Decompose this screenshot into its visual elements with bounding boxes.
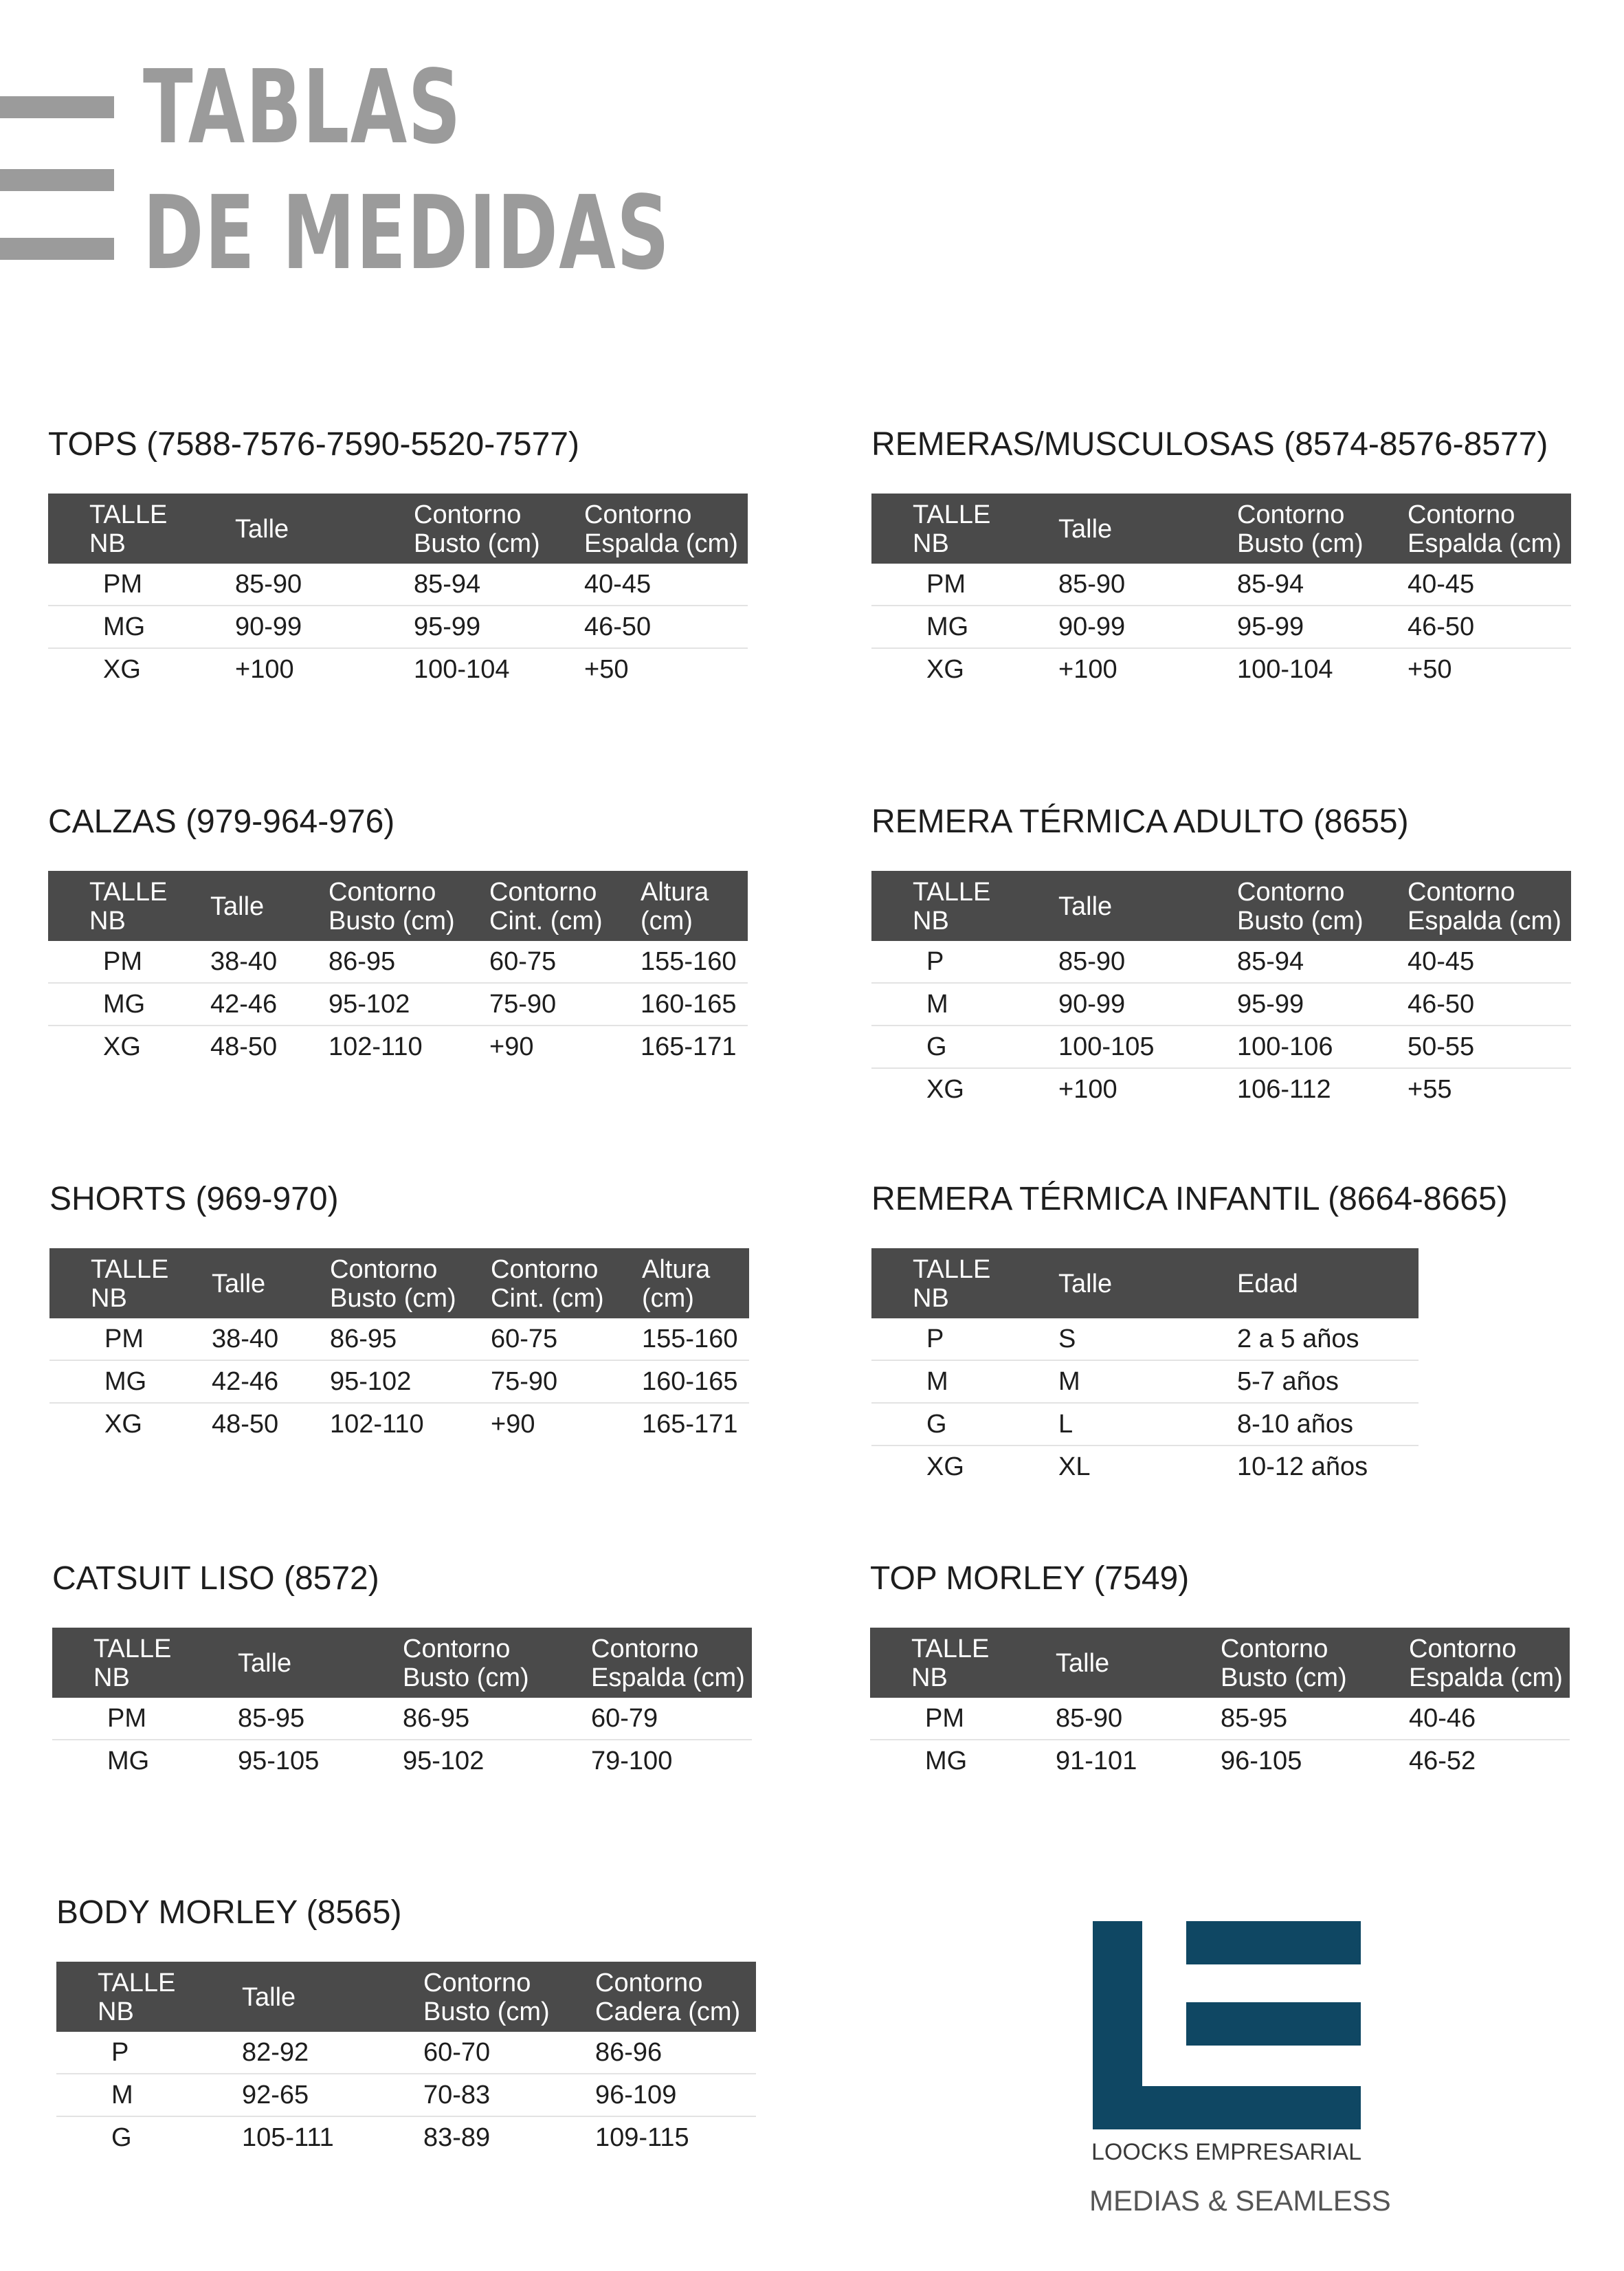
column-header: Talle (235, 515, 289, 544)
section-title: TOPS (7588-7576-7590-5520-7577) (48, 426, 579, 463)
table-cell: 50-55 (1408, 1026, 1571, 1068)
table-cell: 100-105 (1058, 1026, 1237, 1068)
table-cell: 70-83 (423, 2074, 595, 2116)
table-cell: 82-92 (242, 2032, 423, 2074)
table-cell: 86-95 (403, 1698, 591, 1740)
size-table (48, 494, 748, 690)
table-row (871, 983, 1571, 1026)
table-header-row (871, 1248, 1419, 1318)
size-table (870, 1628, 1570, 1782)
table-header-row (56, 1962, 756, 2032)
table-cell: M (1058, 1360, 1237, 1403)
table-header-row (48, 871, 748, 941)
section-title: REMERA TÉRMICA INFANTIL (8664-8665) (871, 1181, 1508, 1217)
table-cell: 90-99 (1058, 983, 1237, 1026)
table-row (871, 1403, 1419, 1445)
table-row (48, 1026, 748, 1067)
column-header: Talle (1058, 892, 1113, 921)
table-section-catsuit (52, 1556, 752, 1782)
table-cell: 75-90 (489, 983, 641, 1026)
column-header: Talle (210, 892, 265, 921)
table-cell: 95-102 (403, 1747, 485, 1775)
table-cell: L (1058, 1403, 1237, 1445)
table-cell: 86-95 (329, 941, 489, 983)
table-cell: G (871, 1026, 1058, 1068)
table-header-row (52, 1628, 752, 1698)
table-cell: 38-40 (210, 941, 329, 983)
table-row (49, 1318, 749, 1360)
table-cell: 95-99 (1237, 983, 1408, 1026)
table-cell: 86-95 (330, 1318, 491, 1360)
column-header: Talle (212, 1270, 266, 1298)
table-row (48, 983, 748, 1026)
brand-logo-icon (1093, 1921, 1361, 2129)
table-cell: 83-89 (423, 2123, 491, 2152)
table-cell: PM (871, 564, 1058, 606)
column-header: TALLE NB (89, 878, 168, 935)
column-header: Contorno Cint. (cm) (489, 878, 603, 935)
table-row (52, 1698, 752, 1740)
table-cell: +50 (1408, 655, 1452, 684)
section-title: REMERA TÉRMICA ADULTO (8655) (871, 804, 1409, 840)
table-cell: +90 (491, 1410, 535, 1439)
size-table (52, 1628, 752, 1782)
table-row (870, 1740, 1570, 1782)
column-header: Contorno Cint. (cm) (491, 1255, 604, 1313)
table-cell: 46-50 (1408, 606, 1571, 648)
table-cell: 95-102 (330, 1360, 491, 1403)
table-cell: 92-65 (242, 2074, 423, 2116)
table-header-row (871, 494, 1571, 564)
table-row (870, 1698, 1570, 1740)
table-row (48, 941, 748, 983)
table-cell: 155-160 (642, 1318, 749, 1360)
table-row (871, 1318, 1419, 1360)
table-cell: XG (103, 655, 141, 684)
table-row (871, 1026, 1571, 1068)
table-cell: MG (48, 606, 235, 648)
table-cell: 85-95 (1221, 1698, 1409, 1740)
table-cell: 2 a 5 años (1237, 1318, 1419, 1360)
table-cell: P (56, 2032, 242, 2074)
table-cell: 40-45 (1408, 564, 1571, 606)
logo-bottom-bar (1093, 2086, 1361, 2129)
table-cell: 102-110 (330, 1410, 424, 1439)
table-cell: 85-94 (1237, 564, 1408, 606)
table-cell: 85-90 (235, 564, 414, 606)
table-row (56, 2032, 756, 2074)
table-section-top-morley (870, 1556, 1570, 1782)
table-cell: +100 (235, 655, 294, 684)
table-cell: 60-70 (423, 2032, 595, 2074)
table-cell: MG (48, 983, 210, 1026)
logo-middle-bar (1186, 2002, 1361, 2046)
table-cell: 48-50 (210, 1032, 278, 1061)
column-header: Talle (238, 1649, 292, 1678)
table-cell: 102-110 (329, 1032, 423, 1061)
table-header-row (870, 1628, 1570, 1698)
column-header: Contorno Espalda (cm) (1409, 1635, 1563, 1692)
table-cell: 90-99 (1058, 606, 1237, 648)
table-section-remeras (871, 422, 1571, 690)
section-title: BODY MORLEY (8565) (56, 1894, 402, 1931)
table-row (48, 564, 748, 606)
table-cell: +90 (489, 1032, 534, 1061)
table-cell: 100-104 (1237, 655, 1333, 684)
header-bar-1 (0, 96, 114, 118)
table-cell: 46-50 (1408, 983, 1571, 1026)
table-cell: G (111, 2123, 132, 2152)
column-header: Contorno Busto (cm) (330, 1255, 456, 1313)
table-cell: 60-79 (591, 1698, 752, 1740)
table-header-row (49, 1248, 749, 1318)
table-cell: 96-105 (1221, 1747, 1302, 1775)
table-row (56, 2074, 756, 2116)
table-cell: 85-90 (1058, 941, 1237, 983)
table-cell: 86-96 (595, 2032, 756, 2074)
table-cell: 79-100 (591, 1747, 673, 1775)
brand-tagline: MEDIAS & SEAMLESS (1089, 2184, 1391, 2217)
table-cell: 46-52 (1409, 1747, 1476, 1775)
table-cell: 106-112 (1237, 1075, 1331, 1104)
section-title: REMERAS/MUSCULOSAS (8574-8576-8577) (871, 426, 1548, 463)
table-cell: PM (49, 1318, 212, 1360)
table-row (871, 606, 1571, 648)
size-table (48, 871, 748, 1067)
column-header: TALLE NB (913, 1255, 991, 1313)
table-cell: +55 (1408, 1075, 1452, 1104)
table-cell: PM (48, 941, 210, 983)
table-cell: MG (49, 1360, 212, 1403)
table-cell: 160-165 (642, 1360, 749, 1403)
table-cell: 42-46 (212, 1360, 330, 1403)
table-cell: 85-94 (1237, 941, 1408, 983)
table-cell: 95-99 (1237, 606, 1408, 648)
table-cell: 109-115 (595, 2123, 689, 2152)
table-row (56, 2116, 756, 2158)
table-section-termica-infantil (871, 1177, 1508, 1487)
table-row (871, 941, 1571, 983)
column-header: TALLE NB (913, 878, 991, 935)
table-header-row (871, 871, 1571, 941)
page-title-line2: DE MEDIDAS (143, 174, 671, 292)
table-cell: 95-105 (238, 1747, 320, 1775)
size-table (871, 871, 1571, 1110)
column-header: Edad (1237, 1270, 1298, 1298)
size-table (871, 1248, 1419, 1487)
table-cell: 155-160 (641, 941, 748, 983)
section-title: CALZAS (979-964-976) (48, 804, 395, 840)
column-header: Altura (cm) (642, 1255, 711, 1313)
table-row (52, 1740, 752, 1782)
size-table (49, 1248, 749, 1445)
brand-name: LOOCKS EMPRESARIAL (1091, 2139, 1362, 2165)
logo-top-bar (1186, 1921, 1361, 1964)
column-header: TALLE NB (91, 1255, 169, 1313)
table-header-row (48, 494, 748, 564)
table-section-termica-adulto (871, 799, 1571, 1110)
column-header: Contorno Busto (cm) (414, 500, 540, 558)
table-cell: MG (871, 606, 1058, 648)
header-bar-2 (0, 169, 114, 191)
column-header: Talle (242, 1983, 296, 2012)
table-cell: 100-106 (1237, 1026, 1408, 1068)
table-cell: 5-7 años (1237, 1360, 1419, 1403)
column-header: Contorno Espalda (cm) (1408, 878, 1561, 935)
table-cell: 95-99 (414, 606, 584, 648)
table-cell: 165-171 (642, 1410, 738, 1439)
table-cell: 42-46 (210, 983, 329, 1026)
column-header: Contorno Busto (cm) (1221, 1635, 1347, 1692)
size-table (871, 494, 1571, 690)
section-title: CATSUIT LISO (8572) (52, 1560, 379, 1597)
table-cell: P (871, 941, 1058, 983)
column-header: Contorno Espalda (cm) (591, 1635, 745, 1692)
table-cell: P (871, 1318, 1058, 1360)
column-header: Contorno Busto (cm) (329, 878, 455, 935)
table-cell: 90-99 (235, 606, 414, 648)
table-section-shorts (49, 1177, 749, 1445)
table-cell: PM (48, 564, 235, 606)
table-row (871, 1445, 1419, 1487)
page-title-line1: TABLAS (143, 48, 462, 166)
table-cell: 40-46 (1409, 1698, 1570, 1740)
table-cell: XL (1058, 1452, 1091, 1481)
table-cell: 85-90 (1056, 1698, 1221, 1740)
table-cell: 40-45 (584, 564, 748, 606)
column-header: Talle (1058, 1270, 1113, 1298)
table-section-calzas (48, 799, 748, 1067)
column-header: TALLE NB (89, 500, 168, 558)
table-cell: M (871, 983, 1058, 1026)
table-row (871, 1068, 1571, 1110)
table-cell: +50 (584, 655, 629, 684)
table-cell: 46-50 (584, 606, 748, 648)
table-cell: 85-94 (414, 564, 584, 606)
table-cell: XG (104, 1410, 142, 1439)
table-cell: XG (926, 1075, 964, 1104)
table-cell: +100 (1058, 1075, 1117, 1104)
column-header: Contorno Busto (cm) (423, 1969, 550, 2026)
table-cell: PM (870, 1698, 1056, 1740)
table-section-body-morley (56, 1890, 756, 2158)
table-cell: XG (926, 655, 964, 684)
column-header: Contorno Busto (cm) (1237, 878, 1364, 935)
column-header: Altura (cm) (641, 878, 709, 935)
table-cell: 75-90 (491, 1360, 642, 1403)
table-cell: M (56, 2074, 242, 2116)
table-cell: 95-102 (329, 983, 489, 1026)
table-cell: G (871, 1403, 1058, 1445)
table-cell: 100-104 (414, 655, 510, 684)
table-cell: 38-40 (212, 1318, 330, 1360)
column-header: Talle (1056, 1649, 1110, 1678)
column-header: TALLE NB (98, 1969, 176, 2026)
table-cell: 8-10 años (1237, 1403, 1419, 1445)
column-header: Contorno Cadera (cm) (595, 1969, 741, 2026)
table-cell: 60-75 (489, 941, 641, 983)
table-cell: 10-12 años (1237, 1452, 1368, 1481)
table-cell: 105-111 (242, 2123, 334, 2152)
table-row (49, 1403, 749, 1445)
table-row (871, 1360, 1419, 1403)
size-table (56, 1962, 756, 2158)
table-cell: MG (925, 1747, 968, 1775)
section-title: SHORTS (969-970) (49, 1181, 339, 1217)
table-cell: 85-95 (238, 1698, 403, 1740)
table-cell: +100 (1058, 655, 1117, 684)
table-cell: 85-90 (1058, 564, 1237, 606)
table-cell: XG (926, 1452, 964, 1481)
table-cell: 160-165 (641, 983, 748, 1026)
table-row (49, 1360, 749, 1403)
table-cell: 40-45 (1408, 941, 1571, 983)
column-header: Contorno Busto (cm) (403, 1635, 529, 1692)
column-header: Contorno Busto (cm) (1237, 500, 1364, 558)
section-title: TOP MORLEY (7549) (870, 1560, 1190, 1597)
column-header: TALLE NB (913, 500, 991, 558)
column-header: Contorno Espalda (cm) (584, 500, 738, 558)
table-section-tops (48, 422, 748, 690)
column-header: TALLE NB (93, 1635, 172, 1692)
table-row (871, 648, 1571, 690)
table-cell: PM (52, 1698, 238, 1740)
table-cell: 60-75 (491, 1318, 642, 1360)
column-header: TALLE NB (911, 1635, 990, 1692)
table-cell: 165-171 (641, 1032, 737, 1061)
header-bar-3 (0, 238, 114, 260)
table-row (871, 564, 1571, 606)
table-cell: S (1058, 1318, 1237, 1360)
table-cell: MG (107, 1747, 150, 1775)
column-header: Contorno Espalda (cm) (1408, 500, 1561, 558)
table-cell: 91-101 (1056, 1747, 1137, 1775)
table-cell: XG (103, 1032, 141, 1061)
table-row (48, 648, 748, 690)
table-cell: 48-50 (212, 1410, 279, 1439)
column-header: Talle (1058, 515, 1113, 544)
table-cell: 96-109 (595, 2074, 756, 2116)
table-cell: M (871, 1360, 1058, 1403)
table-row (48, 606, 748, 648)
